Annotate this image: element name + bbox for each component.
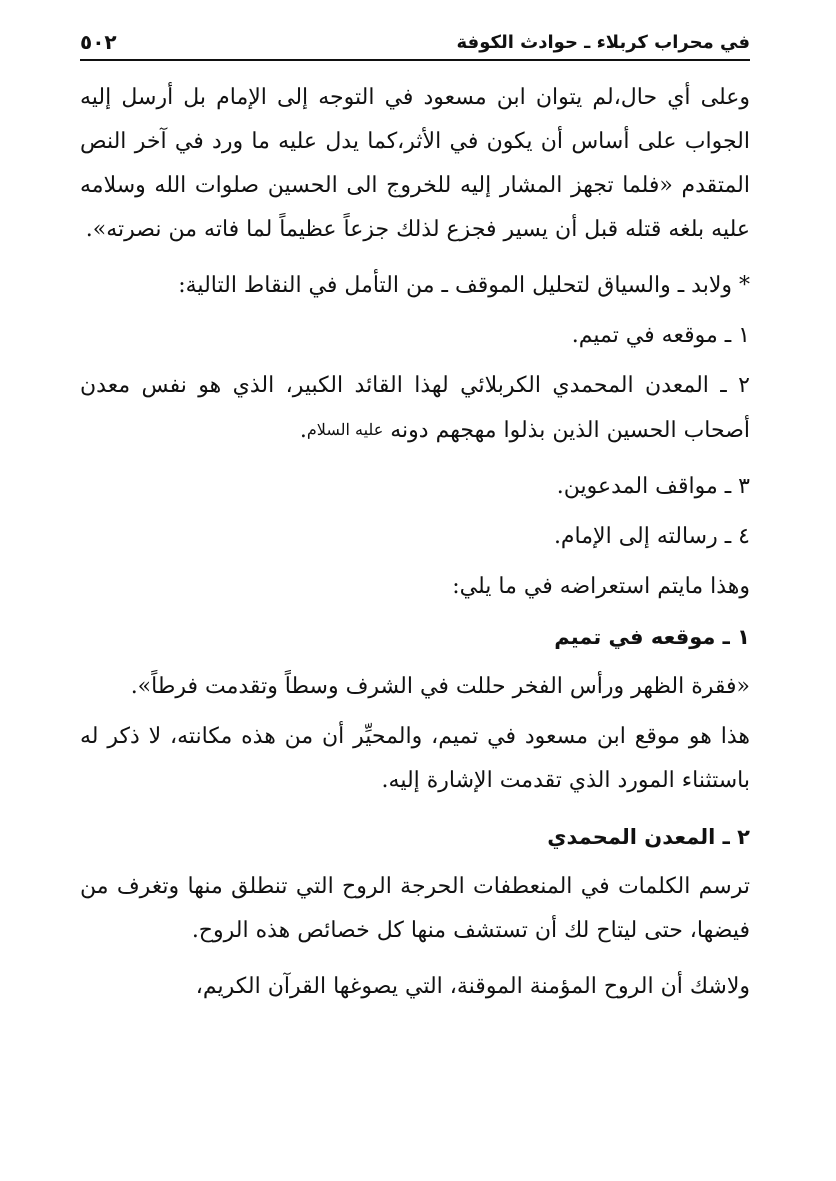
honorific-glyph: عليه السلام — [306, 420, 384, 439]
point-4: ٤ ـ رسالته إلى الإمام. — [553, 524, 750, 549]
point-3: ٣ ـ مواقف المدعوين. — [556, 474, 750, 499]
point-2 — [80, 364, 750, 453]
paragraph-1: وعلى أي حال،لم يتوان ابن مسعود في التوجه إلى الإمام بل أرسل إليه الجواب على أساس أن يكون في الأثر،كما يدل عليه ما ورد في آخر النص المتقدم «فلما تجهز المشار إليه للخروج الى الحسين صلوات الله وسلامه عليه بلغه قتله قبل أن يسير فجزع لذلك جزعاً عظيماً لما فاته من نصرته». — [80, 85, 750, 242]
point-2-text: ٢ ـ المعدن المحمدي الكربلائي لهذا القائد الكبير، الذي هو نفس معدن أصحاب الحسين الذين بذلوا مهجهم دونه — [80, 373, 750, 443]
paragraph-position: هذا هو موقع ابن مسعود في تميم، والمحيِّر أن من هذه مكانته، لا ذكر له باستثناء المورد الذي تقدمت الإشارة إليه. — [80, 724, 750, 793]
running-header — [80, 22, 750, 58]
section-heading-1: ١ ـ موقعه في تميم — [554, 625, 750, 649]
paragraph-words: ترسم الكلمات في المنعطفات الحرجة الروح التي تنطلق منها وتغرف من فيضها، حتى ليتاح لك أن تستشف منها كل خصائص هذه الروح. — [80, 874, 750, 943]
section-heading-2: ٢ ـ المعدن المحمدي — [547, 825, 750, 849]
quote-paragraph: «فقرة الظهر ورأس الفخر حللت في الشرف وسطاً وتقدمت فرطاً». — [130, 674, 750, 699]
body-text — [80, 76, 750, 1021]
running-title: في محراب كربلاء ـ حوادث الكوفة — [456, 32, 750, 53]
page-number: ٥٠٢ — [80, 30, 117, 54]
header-rule — [80, 59, 750, 61]
paragraph-followup: وهذا مايتم استعراضه في ما يلي: — [452, 574, 750, 599]
paragraph-points-intro: * ولابد ـ والسياق لتحليل الموقف ـ من التأمل في النقاط التالية: — [178, 273, 750, 298]
paragraph-last: ولاشك أن الروح المؤمنة الموقنة، التي يصوغها القرآن الكريم، — [195, 974, 750, 999]
point-1: ١ ـ موقعه في تميم. — [571, 323, 750, 348]
point-2-period: . — [299, 418, 307, 443]
